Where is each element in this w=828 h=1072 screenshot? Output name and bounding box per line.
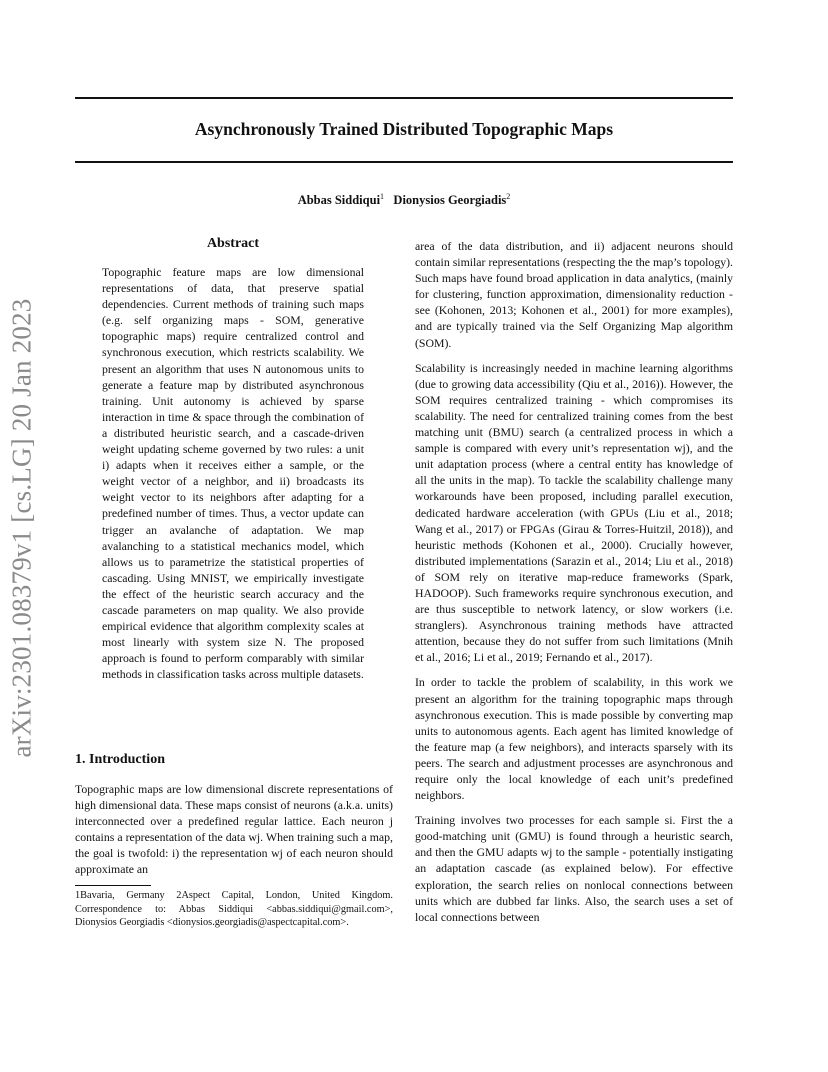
abstract-body: Topographic feature maps are low dimensional representations of data, that preserve spatial dependencies. Current methods of training such maps (e.g. self organizing maps - SOM, generative topographic maps) require centralized control and synchronous execution, which restricts scalability. We present an algorithm that uses N autonomous units to generate a feature map by distributed asynchronous training. Unit autonomy is achieved by sparse interaction in time & space through the combination of a distributed heuristic search, and a cascade-driven weight updating scheme governed by two rules: a unit i) adapts when it receives either a sample, or the weight vector of a neighbor, and ii) broadcasts its weight vector to its neighbors after adapting for a predefined number of times. Thus, a vector update can trigger an avalanche of adaptation. We map avalanching to a statistical mechanics model, which allows us to parametrize the statistical properties of cascading. Using MNIST, we empirically investigate the effect of the heuristic search accuracy and the cascade parameters on map quality. We also provide empirical evidence that algorithm complexity scales at most linearly with system size N. The proposed approach is found to perform comparably with similar methods in classification tasks across multiple datasets. [102, 265, 364, 682]
right-column [415, 238, 733, 934]
section-heading: 1. Introduction [75, 752, 165, 767]
abstract-heading: Abstract [206, 236, 260, 251]
paragraph: area of the data distribution, and ii) adjacent neurons should contain similar representations (respecting the the map’s topology). Such maps have found broad application in data analytics, (mainly for clustering, function approximation, dimensionality reduction - see (Kohonen, 2013; Kohonen et al., 2001) for more examples), and are typically trained via the Self Organizing Map algorithm (SOM). [415, 239, 733, 350]
top-rule [75, 97, 733, 99]
title-bottom-rule [75, 161, 733, 163]
author-name: Abbas Siddiqui [297, 193, 381, 208]
introduction-body: Topographic maps are low dimensional discrete representations of high dimensional data. These maps consist of neurons (a.k.a. units) interconnected over a predefined regular lattice. Each neuron j contains a representation of the data wj. When training such a map, the goal is twofold: i) the representation wj of each neuron should approximate an [75, 782, 393, 877]
author-line [75, 192, 733, 208]
paper-title: Asynchronously Trained Distributed Topographic Maps [194, 119, 614, 139]
affiliation-mark: 2 [506, 192, 511, 201]
paragraph: Training involves two processes for each sample si. First the a good-matching unit (GMU) is found through a heuristic search, and then the GMU adapts wj to the sample - potentially instigating an adaptation cascade (as explained below). For effective exploration, the search relies on nonlocal connections between units which are dubbed far links. Also, the search uses a set of local connections between [415, 813, 733, 924]
footnote-rule [75, 885, 151, 886]
paragraph: Scalability is increasingly needed in machine learning algorithms (due to growing data accessibility (Qiu et al., 2016)). However, the SOM requires centralized training - which compromises its scalability. The need for centralized training comes from the best matching unit (BMU) search (a centralized process in which a sample is compared with every unit’s representation wj), and the unit adaptation process (where a central entity has knowledge of all the units in the map). To tackle the scalability challenge many workarounds have been proposed, including parallel execution, dedicated hardware acceleration (with GPUs (Liu et al., 2018; Wang et al., 2017) or FPGAs (Girau & Torres-Huitzil, 2018)), and heuristic methods (Kohonen et al., 2000). Crucially however, distributed implementations (Sarazin et al., 2014; Liu et al., 2018) of SOM rely on iterative map-reduce frameworks (Spark, HADOOP). Such frameworks require synchronous execution, and are thus susceptible to network latency, or slow workers (i.e. stranglers). Asynchronous training methods have attracted attention, because they do not suffer from such limitations (Mnih et al., 2016; Li et al., 2019; Fernando et al., 2017). [415, 360, 733, 665]
paragraph: In order to tackle the problem of scalability, in this work we present an algorithm for the training topographic maps through asynchronous execution. This is made possible by converting map units to autonomous agents. Each agent has limited knowledge of the feature map (a few neighbors), and interacts sparsely with its peers. The search and adjustment processes are asynchronous and require only the local knowledge of each unit’s predefined neighbors. [415, 675, 733, 803]
author-name: Dionysios Georgiadis [393, 193, 507, 208]
arxiv-watermark: arXiv:2301.08379v1 [cs.LG] 20 Jan 2023 [6, 298, 37, 758]
footnote: 1Bavaria, Germany 2Aspect Capital, London, United Kingdom. Correspondence to: Abbas Siddiqui <abbas.siddiqui@gmail.com>, Dionysios Georgiadis <dionysios.georgiadis@aspectcapital.com>. [75, 890, 393, 929]
affiliation-mark: 1 [380, 192, 385, 201]
